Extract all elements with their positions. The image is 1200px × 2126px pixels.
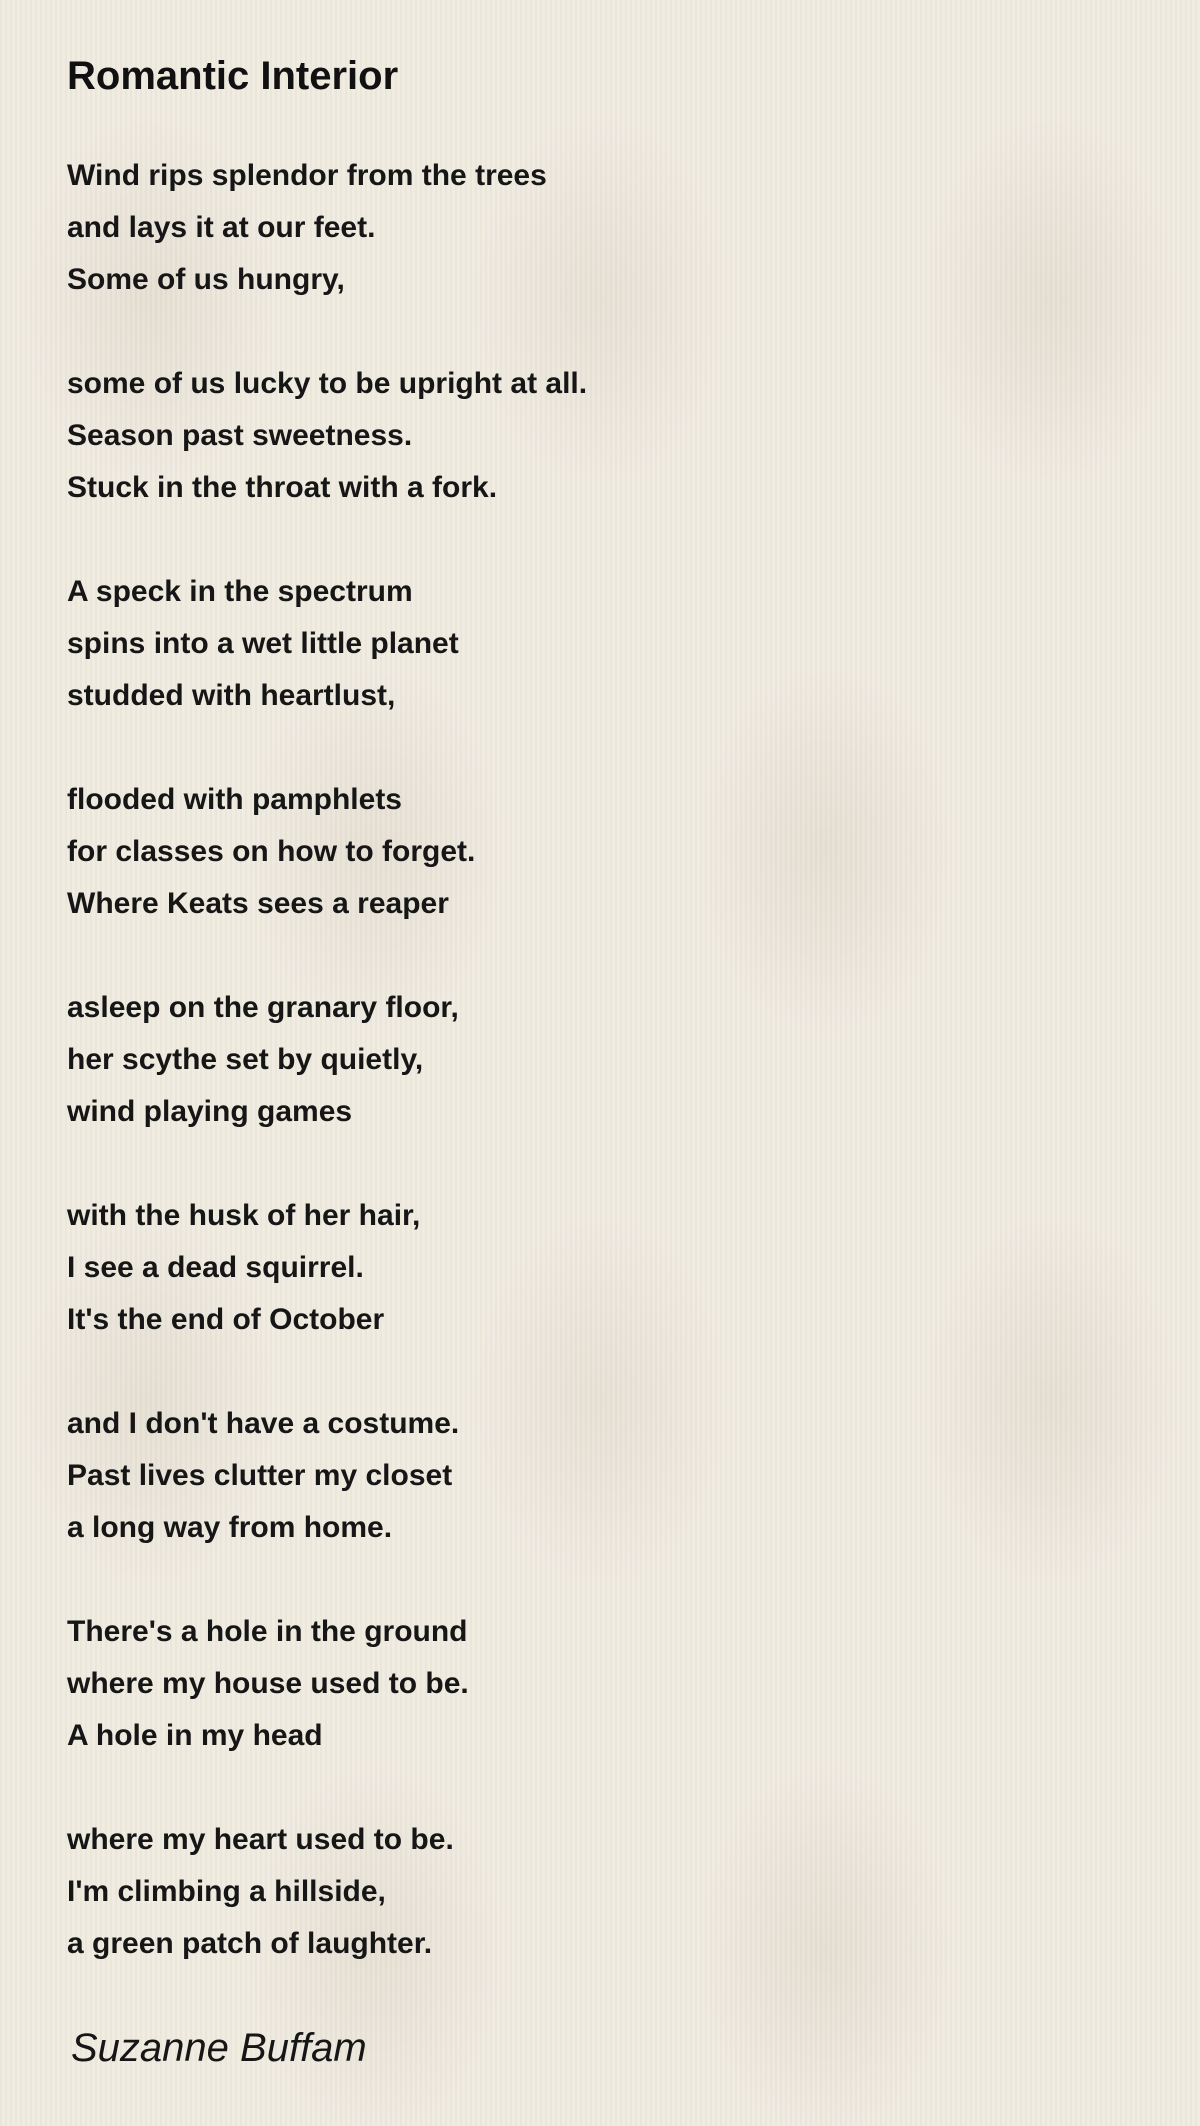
poem-line: wind playing games (67, 1095, 353, 1128)
stanza (67, 982, 1147, 1138)
poem-line: spins into a wet little planet (67, 627, 459, 660)
poem-line: Wind rips splendor from the trees (67, 159, 547, 192)
poem-line: Past lives clutter my closet (67, 1459, 453, 1492)
poem-line: It's the end of October (67, 1303, 385, 1336)
poem-line: a long way from home. (67, 1511, 393, 1544)
stanza (67, 1190, 1147, 1346)
poem-line: Stuck in the throat with a fork. (67, 471, 498, 504)
poem-line: A hole in my head (67, 1719, 323, 1752)
poem-author: Suzanne Buffam (71, 2026, 367, 2070)
poem-line: A speck in the spectrum (67, 575, 413, 608)
poem-line: where my house used to be. (67, 1667, 469, 1700)
poem-title: Romantic Interior (67, 54, 399, 98)
poem-line: her scythe set by quietly, (67, 1043, 424, 1076)
poem-line: for classes on how to forget. (67, 835, 476, 868)
poem-line: some of us lucky to be upright at all. (67, 367, 588, 400)
poem-page (67, 50, 1147, 2074)
poem-line: with the husk of her hair, (67, 1199, 421, 1232)
poem-line: Where Keats sees a reaper (67, 887, 449, 920)
poem-body (67, 150, 1147, 1970)
poem-line: a green patch of laughter. (67, 1927, 433, 1960)
stanza (67, 150, 1147, 306)
stanza (67, 1606, 1147, 1762)
poem-line: There's a hole in the ground (67, 1615, 468, 1648)
stanza (67, 774, 1147, 930)
stanza (67, 1814, 1147, 1970)
poem-line: and lays it at our feet. (67, 211, 376, 244)
poem-line: Season past sweetness. (67, 419, 413, 452)
stanza (67, 566, 1147, 722)
poem-line: where my heart used to be. (67, 1823, 454, 1856)
poem-line: I see a dead squirrel. (67, 1251, 364, 1284)
poem-line: Some of us hungry, (67, 263, 345, 296)
poem-line: I'm climbing a hillside, (67, 1875, 386, 1908)
stanza (67, 1398, 1147, 1554)
poem-line: flooded with pamphlets (67, 783, 402, 816)
poem-line: studded with heartlust, (67, 679, 396, 712)
poem-line: asleep on the granary floor, (67, 991, 459, 1024)
stanza (67, 358, 1147, 514)
poem-line: and I don't have a costume. (67, 1407, 460, 1440)
